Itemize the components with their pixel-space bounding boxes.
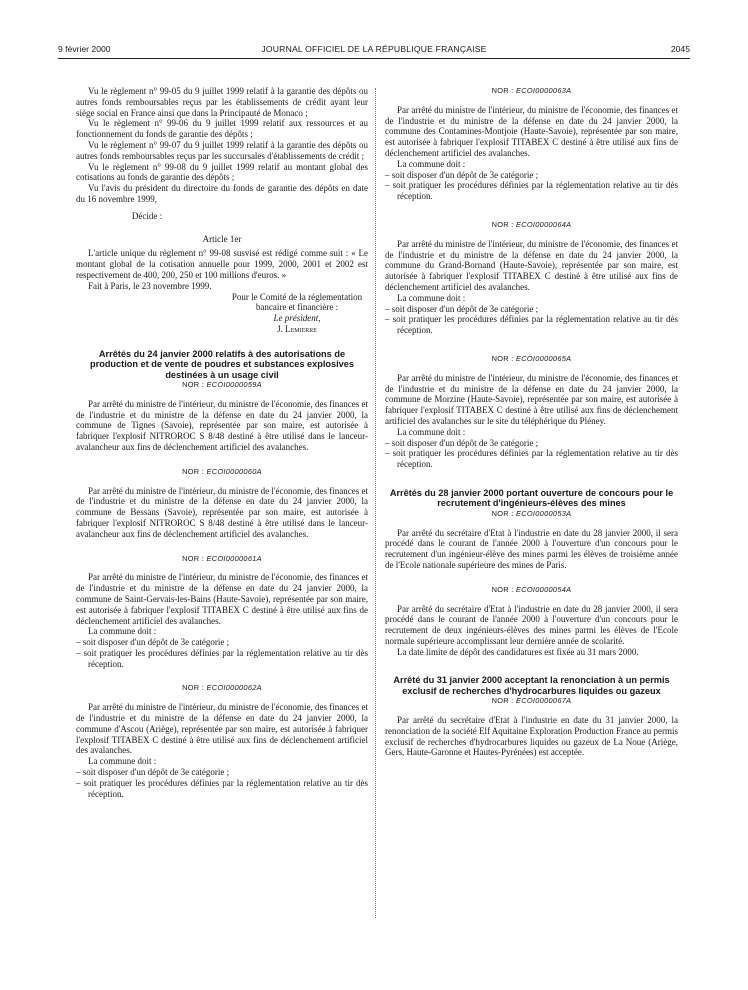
nor-code: ECOI0000060A <box>206 466 262 476</box>
condition-item: – soit pratiquer les procédures définies par la réglementation relative au tir dès réception. <box>385 448 678 470</box>
nor-prefix: NOR : <box>182 466 205 476</box>
vu-paragraph: Vu le règlement n° 99-05 du 9 juillet 1999 relatif à la garantie des dépôts ou autres fonds remboursables reçus par les établissements de crédit ayant leur siège social en France ainsi que dans la Principauté de Monaco ; <box>76 86 368 118</box>
nor-prefix: NOR : <box>491 353 514 363</box>
nor-code: ECOI0000054A <box>516 584 572 594</box>
page-number: 2045 <box>670 44 690 54</box>
nor-prefix: NOR : <box>491 696 514 706</box>
vu-paragraph: Vu l'avis du président du directoire du fonds de garantie des dépôts en date du 16 novembre 1999, <box>76 183 368 204</box>
condition-item: – soit pratiquer les procédures définies par la réglementation relative au tir dès réception. <box>76 647 368 669</box>
arrete-text: Par arrêté du secrétaire d'Etat à l'industrie en date du 31 janvier 2000, la renonciation de la société Elf Aquitaine Exploration Production France au permis exclusif de recherches d'hydrocarbures liquides ou gazeux de La Noue (Ariège, Gers, Haute-Garonne et Hautes-Pyrénées) est acceptée. <box>385 715 678 758</box>
condition-item: – soit pratiquer les procédures définies par la réglementation relative au tir dès réception. <box>385 180 678 202</box>
nor-prefix: NOR : <box>491 86 514 95</box>
nor-reference <box>385 585 678 596</box>
column-divider <box>375 88 376 918</box>
nor-prefix: NOR : <box>491 584 514 594</box>
header-date: 9 février 2000 <box>58 44 111 54</box>
nor-code: ECOI0000067A <box>516 696 572 706</box>
arrete-text: Par arrêté du secrétaire d'Etat à l'industrie en date du 28 janvier 2000, il sera procédé dans le courant de l'année 2000 à l'ouverture d'un concours pour le recrutement d'un ingénieur-élève des mines parmi les élèves de troisième année de l'Ecole nationale supérieure des mines de Paris. <box>385 527 678 570</box>
header-rule <box>58 58 690 59</box>
arrete-text: Par arrêté du ministre de l'intérieur, du ministre de l'économie, des finances et de l'industrie et du ministre de la défense en date du 24 janvier 2000, la commune de Tignes (Savoie), représentée par son maire, est autorisée à fabriquer l'explosif NITROROC S 8/48 destiné à être utilisé dans le lanceur-avalancheur aux fins de déclenchement artificiel des avalanches. <box>76 398 368 452</box>
nor-code: ECOI0000053A <box>516 508 572 518</box>
nor-code: ECOI0000062A <box>206 683 262 693</box>
nor-reference <box>385 509 678 520</box>
article-text: L'article unique du règlement n° 99-08 susvisé est rédigé comme suit : « Le montant global de la cotisation annuelle pour 1999, 2000, 2001 et 2002 est respectivement de 400, 200, 250 et 100 millions d'euros. » <box>76 248 368 280</box>
signature-block <box>226 292 368 335</box>
condition-item: – soit disposer d'un dépôt de 3e catégorie ; <box>385 169 539 180</box>
signature-role: Le président, <box>273 313 321 324</box>
arrete-text: Par arrêté du ministre de l'intérieur, du ministre de l'économie, des finances et de l'industrie et du ministre de la défense en date du 24 janvier 2000, la commune des Contamines-Montjoie (Haute-Savoie), représentée par son maire, est autorisée à fabriquer l'explosif TITABEX C destiné à être utilisé aux fins de déclenchement artificiel des avalanches. <box>385 104 678 158</box>
journal-title: JOURNAL OFFICIEL DE LA RÉPUBLIQUE FRANÇAISE <box>261 44 487 54</box>
page-header <box>58 44 690 58</box>
decide-label: Décide : <box>131 210 163 221</box>
commune-doit: La commune doit : <box>88 756 157 767</box>
right-column <box>385 86 678 758</box>
commune-doit: La commune doit : <box>397 426 466 437</box>
nor-prefix: NOR : <box>182 553 205 563</box>
nor-reference <box>76 467 368 478</box>
commune-doit: La commune doit : <box>88 626 157 637</box>
nor-reference <box>385 696 678 707</box>
condition-item: – soit pratiquer les procédures définies par la réglementation relative au tir dès réception. <box>76 777 368 799</box>
nor-prefix: NOR : <box>182 683 205 693</box>
nor-reference <box>76 380 368 391</box>
deadline-text: La date limite de dépôt des candidatures est fixée au 31 mars 2000. <box>397 646 639 657</box>
commune-doit: La commune doit : <box>397 158 466 169</box>
condition-item: – soit disposer d'un dépôt de 3e catégorie ; <box>76 767 230 778</box>
section-heading: Arrêtés du 24 janvier 2000 relatifs à des autorisations de production et de vente de poudres et substances explosives destinées à un usage civil <box>90 348 354 380</box>
vu-paragraph: Vu le règlement n° 99-07 du 9 juillet 1999 relatif à la garantie des dépôts ou autres fonds remboursables reçus par les succursales d'établissements de crédit ; <box>76 139 368 161</box>
nor-prefix: NOR : <box>491 508 514 518</box>
condition-item: – soit disposer d'un dépôt de 3e catégorie ; <box>385 303 539 314</box>
arrete-text: Par arrêté du ministre de l'intérieur, du ministre de l'économie, des finances et de l'industrie et du ministre de la défense en date du 24 janvier 2000, la commune d'Ascou (Ariège), représentée par son maire, est autorisée à fabriquer l'explosif TITABEX C destiné à être utilisé aux fins de déclenchement artificiel des avalanches. <box>76 702 368 756</box>
condition-item: – soit disposer d'un dépôt de 3e catégorie ; <box>385 437 539 448</box>
arrete-text: Par arrêté du ministre de l'intérieur, du ministre de l'économie, des finances et de l'industrie et du ministre de la défense en date du 24 janvier 2000, la commune du Grand-Bornand (Haute-Savoie), représentée par son maire, est autorisée à fabriquer l'explosif TITABEX C destiné à être utilisé aux fins de déclenchement artificiel des avalanches. <box>385 238 678 292</box>
nor-reference <box>385 220 678 231</box>
commune-doit: La commune doit : <box>397 292 466 303</box>
arrete-text: Par arrêté du ministre de l'intérieur, du ministre de l'économie, des finances et de l'industrie et du ministre de la défense en date du 24 janvier 2000, la commune de Morzine (Haute-Savoie), représentée par son maire, est autorisée à fabriquer l'explosif TITABEX C destiné à être utilisé aux fins de déclenchement artificiel des avalanches sur le site du téléphérique du Pléney. <box>385 372 678 426</box>
nor-code: ECOI0000064A <box>516 219 572 229</box>
arrete-text: Par arrêté du ministre de l'intérieur, du ministre de l'économie, des finances et de l'industrie et du ministre de la défense en date du 24 janvier 2000, la commune de Bessans (Savoie), représentée par son maire, est autorisée à fabriquer l'explosif NITROROC S 8/48 destiné à être utilisé dans le lanceur-avalancheur aux fins de déclenchement artificiel des avalanches. <box>76 485 368 539</box>
arrete-text: Par arrêté du secrétaire d'Etat à l'industrie en date du 28 janvier 2000, il sera procédé dans le courant de l'année 2000 à l'ouverture d'un concours pour le recrutement de deux ingénieurs-élèves des mines parmi les élèves de l'Ecole normale supérieure accomplissant leur dernière année de scolarité. <box>385 603 678 646</box>
nor-code: ECOI0000065A <box>516 353 572 363</box>
condition-item: – soit disposer d'un dépôt de 3e catégorie ; <box>76 637 230 648</box>
arrete-text: Par arrêté du ministre de l'intérieur, du ministre de l'économie, des finances et de l'industrie et du ministre de la défense en date du 24 janvier 2000, la commune de Saint-Gervais-les-Bains (Haute-Savoie), représentée par son maire, est autorisée à fabriquer l'explosif TITABEX C destiné à être utilisé aux fins de déclenchement artificiel des avalanches. <box>76 572 368 626</box>
condition-item: – soit pratiquer les procédures définies par la réglementation relative au tir dès réception. <box>385 314 678 336</box>
nor-code: ECOI0000059A <box>206 379 262 389</box>
left-column <box>76 86 368 799</box>
section-heading: Arrêtés du 28 janvier 2000 portant ouverture de concours pour le recrutement d'ingénieurs-élèves des mines <box>389 487 674 509</box>
nor-reference <box>385 86 678 97</box>
nor-reference <box>385 354 678 365</box>
signature-line: Pour le Comité de la réglementation bancaire et financière : <box>231 291 363 313</box>
section-heading: Arrêté du 31 janvier 2000 acceptant la renonciation à un permis exclusif de recherches d'hydrocarbures liquides ou gazeux <box>393 675 670 696</box>
article-title: Article 1er <box>202 233 242 244</box>
fait-line: Fait à Paris, le 23 novembre 1999. <box>88 280 212 291</box>
vu-paragraph: Vu le règlement n° 99-06 du 9 juillet 1999 relatif aux ressources et au fonctionnement du fonds de garantie des dépôts ; <box>76 118 368 140</box>
vu-paragraph: Vu le règlement n° 99-08 du 9 juillet 1999 relatif au montant global des cotisations au fonds de garantie des dépôts ; <box>76 161 368 183</box>
signature-name: J. Lemierre <box>277 323 317 334</box>
nor-reference <box>76 554 368 565</box>
nor-code: ECOI0000061A <box>206 553 262 563</box>
nor-prefix: NOR : <box>491 219 514 229</box>
nor-prefix: NOR : <box>182 379 205 389</box>
nor-code: ECOI0000063A <box>516 86 572 95</box>
nor-reference <box>76 683 368 694</box>
